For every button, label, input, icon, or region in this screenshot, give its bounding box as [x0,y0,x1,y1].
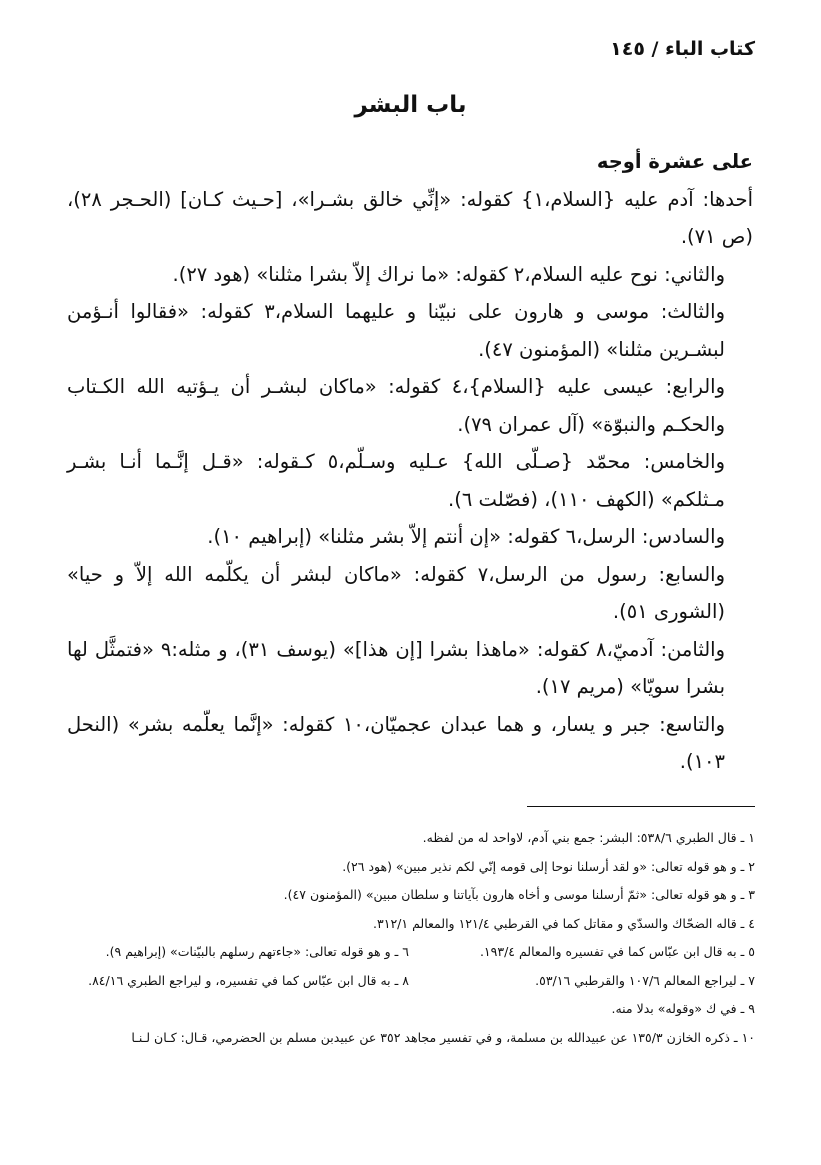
entry-3: والثالث: موسى و هارون على نبيّنا و عليهما السلام،٣ كقوله: «فقالوا أنـؤمن لبشـرين مثلنا» (المؤمنون ٤٧). [67,300,725,361]
main-text [67,143,753,781]
entry-2: والثاني: نوح عليه السلام،٢ كقوله: «ما نراك إلاّ بشرا مثلنا» (هود ٢٧). [172,262,725,286]
running-head: كتاب الباء / ١٤٥ [610,38,755,60]
entry-5: والخامس: محمّد {صـلّى الله} عـليه وسـلّم،٥ كـقوله: «قـل إنَّـما أنـا بشـر مـثلكم» (الكهف ١١٠)، (فصّلت ٦). [67,450,725,511]
entry-1: أحدها: آدم عليه {السلام،١} كقوله: «إنِّي خالق بشـرا»، [حـيث كـان] (الحـجر ٢٨)، (ص ٧١). [67,187,754,248]
chapter-title: باب البشر [354,92,467,118]
entry-9: والتاسع: جبر و يسار، و هما عبدان عجميّان،١٠ كقوله: «إنَّما يعلّمه بشر» (النحل ١٠٣). [67,712,725,773]
footnote-row-5-6 [63,938,755,967]
footnote-2: ٢ ـ و هو قوله تعالى: «و لقد أرسلنا نوحا إلى قومه إنّي لكم نذير مبين» (هود ٢٦). [342,858,755,874]
entry-6: والسادس: الرسل،٦ كقوله: «إن أنتم إلاّ بشر مثلنا» (إبراهيم ١٠). [207,525,725,548]
footnote-9: ٩ ـ في ك «وقوله» بدلا منه. [611,1001,755,1016]
section-heading: على عشرة أوجه [596,150,753,173]
entry-8: والثامن: آدميّ،٨ كقوله: «ماهذا بشرا [إن هذا]» (يوسف ٣١)، و مثله:٩ «فتمثَّل لها بشرا سويّا» (مريم ١٧). [67,637,725,698]
entry-7: والسابع: رسول من الرسل،٧ كقوله: «ماكان لبشر أن يكلّمه الله إلاّ و حيا» (الشورى ٥١). [67,562,725,623]
footnote-4: ٤ ـ قاله الضحّاك والسدّي و مقاتل كما في القرطبي ١٢١/٤ والمعالم ٣١٢/١. [373,915,755,931]
footnote-1: ١ ـ قال الطبري ٥٣٨/٦: البشر: جمع بني آدم، لاواحد له من لفظه. [422,830,755,845]
footnote-3: ٣ ـ و هو قوله تعالى: «ثمّ أرسلنا موسى و أخاه هارون بآياتنا و سلطان مبين» (المؤمنون ٤٧). [283,887,755,902]
footnote-8: ٨ ـ به قال ابن عبّاس كما في تفسيره، و ليراجع الطبري ٨٤/١٦. [88,972,409,988]
footnotes [63,824,755,1052]
footnote-7: ٧ ـ ليراجع المعالم ١٠٧/٦ والقرطبي ٥٣/١٦. [535,972,755,988]
entry-4: والرابع: عيسى عليه {السلام}،٤ كقوله: «ماكان لبشـر أن يـؤتيه الله الكـتاب والحكـم والنبوّة» (آل عمران ٧٩). [67,375,725,436]
footnote-6: ٦ ـ و هو قوله تعالى: «جاءتهم رسلهم بالبيّنات» (إبراهيم ٩). [105,944,409,959]
footnote-separator [527,806,755,807]
footnote-row-7-8 [63,967,755,996]
footnote-5: ٥ ـ به قال ابن عبّاس كما في تفسيره والمعالم ١٩٣/٤. [479,944,755,959]
footnote-10: ١٠ ـ ذكره الخازن ١٣٥/٣ عن عبيدالله بن مسلمة، و في تفسير مجاهد ٣٥٢ عن عبيدبن مسلم بن الحضرمي، قـال: كـان لـنـا [131,1029,755,1045]
